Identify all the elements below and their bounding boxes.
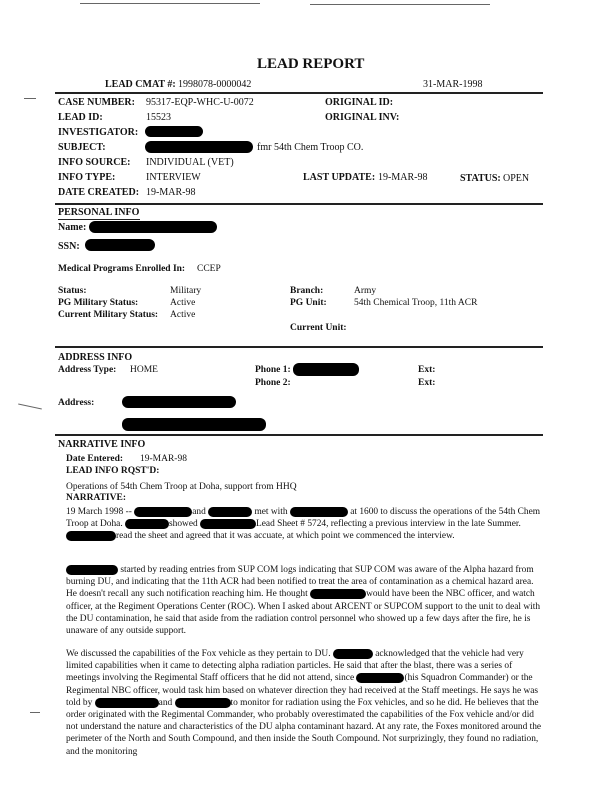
current-unit-label: Current Unit: [290, 323, 347, 333]
redacted-p1-1 [134, 507, 192, 517]
header-divider [55, 92, 543, 94]
address-type-label: Address Type: [58, 365, 117, 375]
p1-c: met with [254, 507, 288, 517]
last-update-value: 19-MAR-98 [378, 172, 428, 183]
current-status-label: Current Military Status: [58, 310, 159, 320]
lead-info-rqst-value: Operations of 54th Chem Troop at Doha, support from HHQ [66, 482, 297, 492]
subject-label: SUBJECT: [58, 142, 106, 153]
personal-title-underline [58, 219, 140, 220]
page-title: LEAD REPORT [257, 56, 365, 72]
redacted-phone [293, 363, 359, 376]
original-inv-label: ORIGINAL INV: [325, 112, 400, 123]
original-id-label: ORIGINAL ID: [325, 97, 394, 108]
branch-label: Branch: [290, 286, 324, 296]
redacted-p1-3 [290, 507, 348, 517]
phone2-label: Phone 2: [255, 378, 291, 388]
mil-status-value: Military [170, 286, 202, 296]
p1-a: 19 March 1998 -- [66, 507, 132, 517]
info-source-label: INFO SOURCE: [58, 157, 131, 168]
address-divider [55, 346, 543, 348]
redacted-p1-6 [66, 531, 116, 541]
redacted-p3-1 [333, 649, 373, 659]
p3-a: We discussed the capabilities of the Fox vehicle as they pertain to DU. [66, 649, 331, 659]
p3-e: to monitor for radiation using the Fox vehicles, and so he did. He believes that the order originated with the Regimental Commander, who probably overestimated the capabilities of the Fox vehicle and/or did not understand the nature and characteristics of the DU alpha contaminant hazard. At any rate, the Foxes monitored around the perimeter of the North and South Compound, and then inside the South Compound. Not surprizingly, they found no radiation, and the monitoring [66, 697, 542, 757]
investigator-label: INVESTIGATOR: [58, 127, 139, 138]
p2-b: would have been the NBC officer, and watch officer, at the Regiment Operations Center (ROC). When I asked about ARCENT or SUPCOM support to the unit to deal with the DU contamination, he said that aside from the radiation control personnel who showed up a few days after the fire, he is unaware of any outside support. [66, 589, 541, 637]
ext1-label: Ext: [418, 365, 436, 375]
ssn-label: SSN: [58, 241, 80, 252]
p1-h: late Summer. [471, 519, 521, 530]
date-entered-value: 19-MAR-98 [140, 454, 187, 464]
redacted-subject [145, 141, 253, 153]
redacted-name [89, 221, 217, 233]
status-value: OPEN [503, 173, 530, 184]
pg-unit-value: 54th Chemical Troop, 11th ACR [354, 298, 478, 308]
narrative-divider [55, 434, 543, 436]
redacted-address-line2 [122, 418, 266, 431]
lead-info-rqst-label: LEAD INFO RQST'D: [66, 466, 160, 476]
medical-label: Medical Programs Enrolled In: [58, 264, 186, 274]
scan-mark-left-1 [24, 98, 36, 99]
scan-line-top-2 [310, 4, 490, 5]
narrative-paragraph-2 [66, 564, 544, 637]
p3-b: acknowledged that the vehicle had very limited capabilities when it came to detecting alpha radiation particles. He said that after the blast, there was a series of meetings involving the Regimental Staff officers that he did not attend, since [66, 649, 524, 684]
p1-g: Lead Sheet # 5724, reflecting a previous interview in the [256, 519, 469, 530]
redacted-p1-4 [125, 519, 169, 529]
current-status-value: Active [170, 310, 196, 320]
scan-line-top [80, 3, 260, 4]
p1-j: interview. [417, 531, 455, 542]
pg-status-value: Active [170, 298, 196, 308]
p1-f: showed [169, 519, 198, 530]
p3-c: (his Squadron Commander) or the Regimental NBC officer, would task him based on whatever direction they had received at the Staff meetings. He says he was told by [66, 673, 539, 708]
name-label: Name: [58, 222, 87, 233]
narrative-section-title: NARRATIVE INFO [58, 439, 146, 450]
redacted-p1-2 [208, 507, 252, 517]
case-number-label: CASE NUMBER: [58, 97, 135, 108]
medical-value: CCEP [197, 264, 221, 274]
date-entered-label: Date Entered: [66, 454, 124, 464]
p1-i: read the sheet and agreed that it was accuate, at which point we commenced the [116, 531, 416, 542]
branch-value: Army [354, 286, 377, 296]
info-type-label: INFO TYPE: [58, 172, 116, 183]
lead-cmat-label: LEAD CMAT #: [105, 79, 176, 90]
p3-d: and [158, 697, 173, 708]
redacted-p2-1 [66, 565, 118, 575]
mil-status-label: Status: [58, 286, 87, 296]
redacted-investigator [145, 126, 203, 137]
address-label: Address: [58, 398, 95, 408]
p1-e: Chem Troop at Doha. [66, 507, 541, 530]
case-number-value: 95317-EQP-WHC-U-0072 [146, 97, 254, 108]
report-date: 31-MAR-1998 [423, 79, 483, 90]
redacted-address-line1 [122, 396, 236, 408]
date-created-value: 19-MAR-98 [146, 187, 196, 198]
ext2-label: Ext: [418, 378, 436, 388]
personal-section-title: PERSONAL INFO [58, 207, 140, 218]
pg-unit-label: PG Unit: [290, 298, 327, 308]
address-type-value: HOME [130, 365, 158, 375]
phone1-label: Phone 1: [255, 365, 291, 375]
subject-value: fmr 54th Chem Troop CO. [257, 142, 364, 153]
scan-mark-left-2 [18, 404, 42, 410]
pg-status-label: PG Military Status: [58, 298, 139, 308]
lead-id-value: 15523 [146, 112, 171, 123]
p1-b: and [192, 507, 206, 517]
date-created-label: DATE CREATED: [58, 187, 140, 198]
address-section-title: ADDRESS INFO [58, 352, 133, 363]
lead-cmat-value: 1998078-0000042 [178, 79, 252, 90]
last-update-label: LAST UPDATE: [303, 172, 376, 183]
redacted-p2-2 [310, 589, 366, 599]
p1-d: at 1600 to discuss the operations of the 54th [350, 507, 516, 517]
p2-a: started by reading entries from SUP COM logs indicating that SUP COM was aware of the Alpha hazard from burning DU, and indicating that the 11th ACR had been notified to treat the area of contamination as a chemical hazard area. He doesn't recall any such notification reaching him. He thought [66, 565, 534, 600]
scan-mark-left-3 [30, 712, 40, 713]
status-label: STATUS: [460, 173, 501, 184]
lead-id-label: LEAD ID: [58, 112, 103, 123]
redacted-p3-4 [175, 698, 231, 708]
redacted-p3-3 [95, 698, 159, 708]
personal-divider [55, 203, 543, 205]
narrative-paragraph-3 [66, 648, 544, 758]
info-source-value: INDIVIDUAL (VET) [146, 157, 234, 168]
info-type-value: INTERVIEW [146, 172, 201, 183]
narrative-paragraph-1 [66, 506, 544, 543]
redacted-p3-2 [356, 673, 404, 683]
redacted-ssn [85, 239, 155, 251]
narrative-label: NARRATIVE: [66, 493, 126, 503]
redacted-p1-5 [200, 519, 256, 529]
